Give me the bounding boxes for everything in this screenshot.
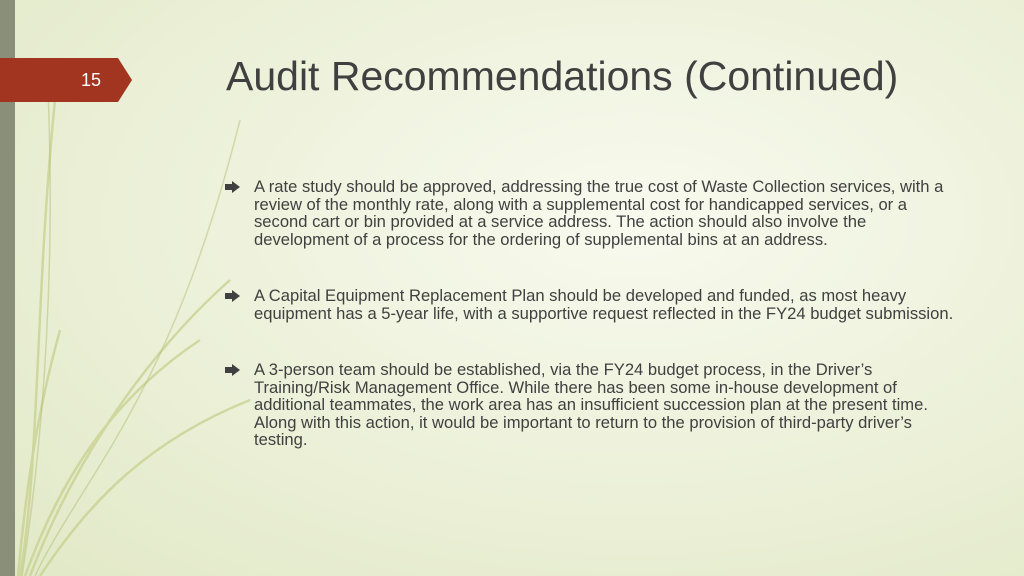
slide-number: 15 bbox=[80, 70, 102, 90]
bullet-text: A Capital Equipment Replacement Plan should be developed and funded, as most heavy equipment has a 5-year life, with a supportive request reflected in the FY24 budget submission. bbox=[254, 286, 954, 323]
arrow-bullet-icon bbox=[225, 364, 240, 376]
bullet-list bbox=[222, 178, 962, 449]
bullet-item bbox=[222, 287, 962, 322]
bullet-text: A 3-person team should be established, via the FY24 budget process, in the Driver’s Training/Risk Management Office. While there has been some in-house development of additional teammates, the work area has an insufficient succession plan at the present time. Along with this action, it would be important to return to the provision of third-party driver’s testing. bbox=[254, 360, 928, 449]
slide-title: Audit Recommendations (Continued) bbox=[226, 53, 899, 99]
arrow-bullet-icon bbox=[225, 181, 240, 193]
bullet-text: A rate study should be approved, addressing the true cost of Waste Collection services, with a review of the monthly rate, along with a supplemental cost for handicapped services, or a second cart or bin provided at a service address. The action should also involve the development of a process for the ordering of supplemental bins at an address. bbox=[254, 177, 944, 249]
arrow-bullet-icon bbox=[225, 290, 240, 302]
bullet-item bbox=[222, 361, 962, 449]
bullet-item bbox=[222, 178, 962, 248]
